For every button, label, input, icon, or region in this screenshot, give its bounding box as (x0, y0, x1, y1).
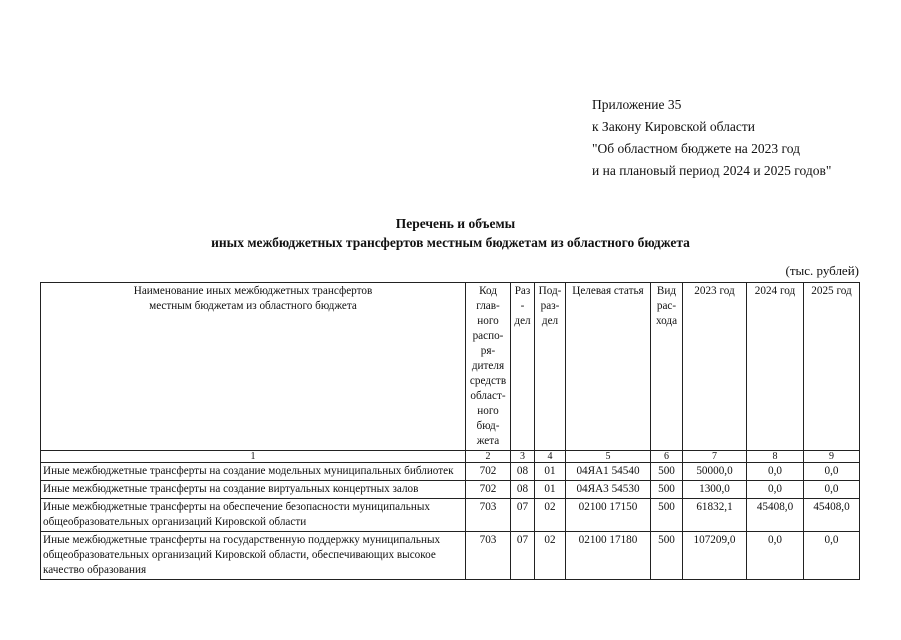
row-subsection: 01 (535, 481, 566, 499)
row-name: Иные межбюджетные трансферты на создание виртуальных концертных залов (41, 481, 466, 499)
column-number: 1 (41, 451, 466, 463)
header-subsection-line: Под- (538, 285, 562, 297)
table-header-row (41, 283, 860, 451)
header-kind-line: хода (655, 315, 678, 327)
row-kind: 500 (651, 499, 683, 532)
column-number: 9 (804, 451, 860, 463)
header-code-line: распо- (472, 330, 504, 342)
units-label: (тыс. рублей) (785, 263, 859, 278)
header-code-line: ря- (480, 345, 496, 357)
column-number: 4 (535, 451, 566, 463)
column-number: 8 (747, 451, 804, 463)
row-kind: 500 (651, 532, 683, 580)
row-2024: 0,0 (747, 463, 804, 481)
table-row (41, 532, 860, 580)
header-target: Целевая статья (566, 283, 651, 451)
header-code-line: глав- (476, 300, 500, 312)
appendix-line: и на плановый период 2024 и 2025 годов" (592, 163, 832, 178)
table-row (41, 463, 860, 481)
row-2023: 1300,0 (683, 481, 747, 499)
header-section-line: Раз- (514, 285, 531, 312)
transfers-table (40, 282, 860, 580)
document-title (0, 214, 901, 252)
row-code: 703 (466, 499, 511, 532)
header-2024: 2024 год (747, 283, 804, 451)
row-name: Иные межбюджетные трансферты на создание модельных муниципальных библиотек (41, 463, 466, 481)
column-number: 5 (566, 451, 651, 463)
title-line: иных межбюджетных трансфертов местным бюджетам из областного бюджета (211, 235, 690, 250)
header-subsection-line: раз- (540, 300, 560, 312)
header-code-line: бюд- (476, 420, 500, 432)
appendix-line: Приложение 35 (592, 97, 682, 112)
row-2023: 61832,1 (683, 499, 747, 532)
appendix-line: "Об областном бюджете на 2023 год (592, 141, 800, 156)
header-subsection (535, 283, 566, 451)
row-code: 703 (466, 532, 511, 580)
row-subsection: 02 (535, 499, 566, 532)
row-target: 04ЯА3 54530 (566, 481, 651, 499)
header-code-line: средств (469, 375, 507, 387)
row-name: Иные межбюджетные трансферты на обеспечение безопасности муниципальных общеобразовательных организаций Кировской области (41, 499, 466, 532)
header-kind-line: рас- (656, 300, 677, 312)
appendix-reference (592, 94, 831, 182)
appendix-line: к Закону Кировской области (592, 119, 756, 134)
row-name: Иные межбюджетные трансферты на государственную поддержку муниципальных общеобразовательных организаций Кировской области, обеспечивающих высокое качество образования (41, 532, 466, 580)
row-2024: 0,0 (747, 481, 804, 499)
row-2023: 50000,0 (683, 463, 747, 481)
row-section: 08 (511, 481, 535, 499)
column-number: 7 (683, 451, 747, 463)
row-section: 07 (511, 532, 535, 580)
header-kind (651, 283, 683, 451)
row-subsection: 01 (535, 463, 566, 481)
row-code: 702 (466, 481, 511, 499)
row-2024: 0,0 (747, 532, 804, 580)
title-line: Перечень и объемы (395, 216, 516, 231)
header-section (511, 283, 535, 451)
row-kind: 500 (651, 481, 683, 499)
row-2025: 45408,0 (804, 499, 860, 532)
row-section: 08 (511, 463, 535, 481)
header-section-line: дел (514, 315, 531, 327)
column-number: 6 (651, 451, 683, 463)
header-name-line: Наименование иных межбюджетных трансфертов (133, 285, 373, 297)
header-code-line: ного (477, 315, 499, 327)
row-2025: 0,0 (804, 532, 860, 580)
row-2025: 0,0 (804, 463, 860, 481)
header-code (466, 283, 511, 451)
header-code-line: дителя (471, 360, 505, 372)
row-section: 07 (511, 499, 535, 532)
table-row (41, 499, 860, 532)
header-kind-line: Вид (656, 285, 677, 297)
header-name (41, 283, 466, 451)
header-name-line: местным бюджетам из областного бюджета (149, 300, 357, 312)
header-code-line: ного (477, 405, 499, 417)
row-target: 02100 17150 (566, 499, 651, 532)
column-number-row (41, 451, 860, 463)
header-2023: 2023 год (683, 283, 747, 451)
row-target: 04ЯА1 54540 (566, 463, 651, 481)
header-2025: 2025 год (804, 283, 860, 451)
row-2025: 0,0 (804, 481, 860, 499)
row-target: 02100 17180 (566, 532, 651, 580)
row-code: 702 (466, 463, 511, 481)
column-number: 3 (511, 451, 535, 463)
header-subsection-line: дел (541, 315, 559, 327)
header-code-line: Код (479, 285, 497, 297)
table-row (41, 481, 860, 499)
column-number: 2 (466, 451, 511, 463)
row-kind: 500 (651, 463, 683, 481)
header-code-line: жета (476, 435, 500, 447)
row-subsection: 02 (535, 532, 566, 580)
row-2024: 45408,0 (747, 499, 804, 532)
row-2023: 107209,0 (683, 532, 747, 580)
header-code-line: област- (470, 390, 506, 402)
